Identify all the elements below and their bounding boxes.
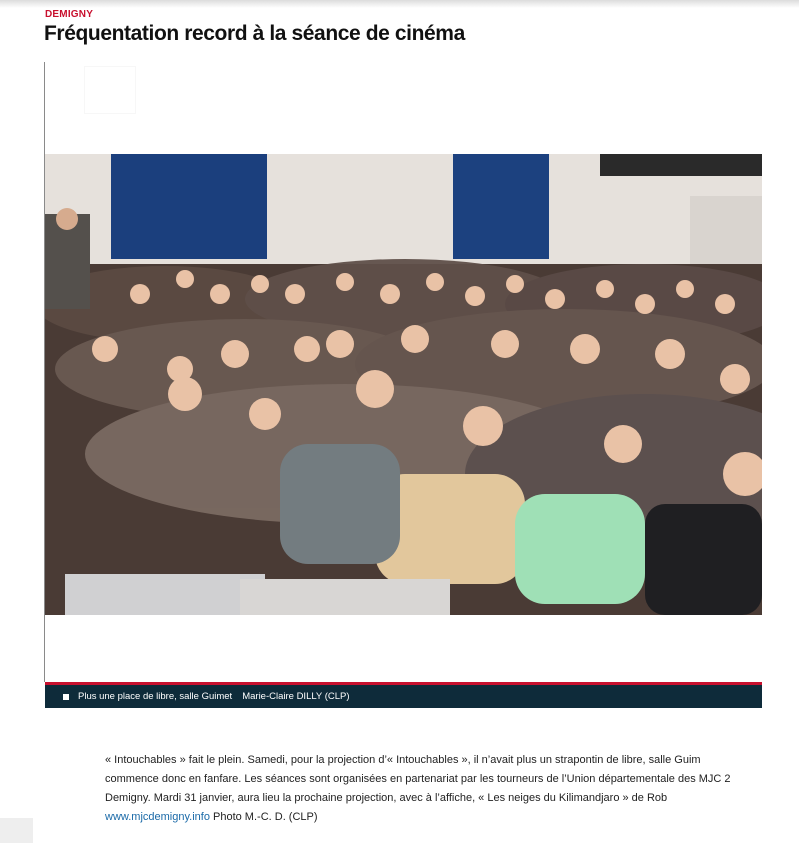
body-line-2: commence donc en fanfare. Les séances sont organisées en partenariat par les tourneurs de l’Union départementale des MJC 2 xyxy=(105,773,731,785)
mjc-website-link[interactable]: www.mjcdemigny.info xyxy=(105,811,210,823)
body-line-4 xyxy=(105,808,762,827)
photo-credit: Marie-Claire DILLY (CLP) xyxy=(242,691,350,702)
article-body xyxy=(105,751,762,827)
article-headline: Fréquentation record à la séance de cinéma xyxy=(44,22,465,45)
bullet-square-icon xyxy=(63,694,69,700)
corner-tab xyxy=(0,818,33,843)
body-line-3: Demigny. Mardi 31 janvier, aura lieu la prochaine projection, avec à l’affiche, « Les neiges du Kilimandjaro » de Rob xyxy=(105,792,668,804)
cinema-audience-illustration xyxy=(45,154,762,615)
body-photo-credit: Photo M.-C. D. (CLP) xyxy=(209,811,318,823)
logo-placeholder-icon xyxy=(84,66,136,114)
top-shadow-bar xyxy=(0,0,799,8)
section-label: DEMIGNY xyxy=(45,9,94,20)
body-line-1: « Intouchables » fait le plein. Samedi, pour la projection d’« Intouchables », il n’avait plus un strapontin de libre, salle Guim xyxy=(105,754,701,766)
article-photo[interactable] xyxy=(45,154,762,615)
photo-caption-bar xyxy=(45,685,762,708)
photo-caption: Plus une place de libre, salle Guimet xyxy=(78,691,233,702)
